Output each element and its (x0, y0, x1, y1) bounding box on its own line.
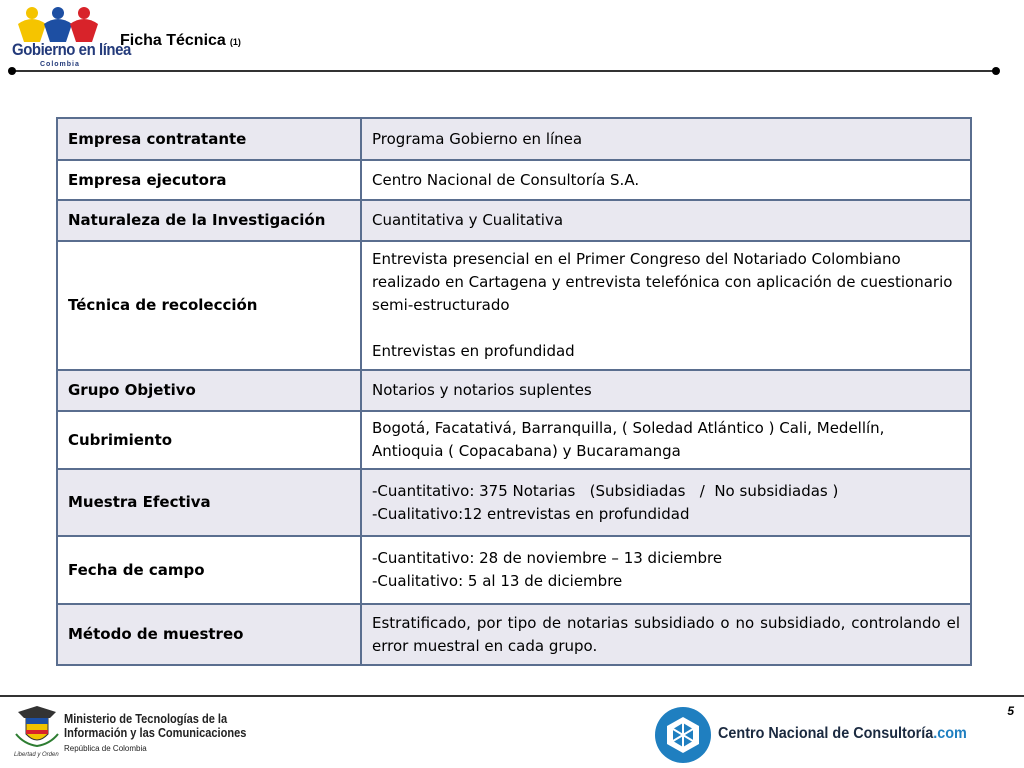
cnc-logo (654, 706, 984, 764)
table-row (57, 411, 971, 469)
row-value: -Cuantitativo: 375 Notarias (Subsidiadas / No subsidiadas ) -Cualitativo:12 entrevistas en profundidad (361, 469, 971, 536)
row-label: Naturaleza de la Investigación (57, 200, 361, 241)
cnc-cube-icon (654, 706, 712, 764)
page-number: 5 (1007, 704, 1014, 718)
page-title-text: Ficha Técnica (120, 32, 226, 49)
cnc-wordmark (718, 725, 967, 743)
row-value: Centro Nacional de Consultoría S.A. (361, 160, 971, 200)
divider-left-dot (8, 67, 16, 75)
table-row (57, 241, 971, 370)
header-divider (12, 70, 996, 72)
page-title (120, 32, 241, 50)
people-figures-icon (8, 4, 108, 44)
row-value: Notarios y notarios suplentes (361, 370, 971, 411)
row-value: -Cuantitativo: 28 de noviembre – 13 diciembre -Cualitativo: 5 al 13 de diciembre (361, 536, 971, 604)
table-row (57, 469, 971, 536)
row-label: Grupo Objetivo (57, 370, 361, 411)
row-label: Técnica de recolección (57, 241, 361, 370)
gobierno-en-linea-logo (8, 4, 131, 68)
coat-of-arms-icon (14, 704, 60, 750)
cnc-domain: .com (933, 725, 967, 742)
ficha-tecnica-table (56, 117, 972, 666)
row-value: Programa Gobierno en línea (361, 118, 971, 160)
row-value: Cuantitativa y Cualitativa (361, 200, 971, 241)
row-value: Entrevista presencial en el Primer Congreso del Notariado Colombiano realizado en Cartagena y entrevista telefónica con aplicación de cuestionario semi-estructurado Entrevistas en profundidad (361, 241, 971, 370)
row-label: Fecha de campo (57, 536, 361, 604)
row-value: Bogotá, Facatativá, Barranquilla, ( Soledad Atlántico ) Cali, Medellín, Antioquia ( Copacabana) y Bucaramanga (361, 411, 971, 469)
table-row (57, 536, 971, 604)
table-row (57, 200, 971, 241)
table-row (57, 160, 971, 200)
table-row (57, 604, 971, 665)
page-title-note: (1) (229, 37, 241, 47)
ministry-line-2: Información y las Comunicaciones (64, 725, 247, 740)
divider-right-dot (992, 67, 1000, 75)
ministry-name (64, 712, 246, 740)
ministry-country: República de Colombia (64, 744, 147, 753)
ministry-motto: Libertad y Orden (14, 752, 59, 758)
logo-wordmark: Gobierno en línea (12, 40, 131, 59)
cnc-name: Centro Nacional de Consultoría (718, 725, 934, 742)
logo-subtitle: Colombia (40, 61, 80, 68)
ministry-line-1: Ministerio de Tecnologías de la (64, 711, 228, 726)
footer-divider (0, 695, 1024, 697)
row-label: Método de muestreo (57, 604, 361, 665)
row-label: Muestra Efectiva (57, 469, 361, 536)
table-row (57, 370, 971, 411)
table-row (57, 118, 971, 160)
row-label: Empresa ejecutora (57, 160, 361, 200)
ministry-logo (12, 704, 252, 764)
row-label: Empresa contratante (57, 118, 361, 160)
row-value: Estratificado, por tipo de notarias subsidiado o no subsidiado, controlando el error muestral en cada grupo. (361, 604, 971, 665)
row-label: Cubrimiento (57, 411, 361, 469)
